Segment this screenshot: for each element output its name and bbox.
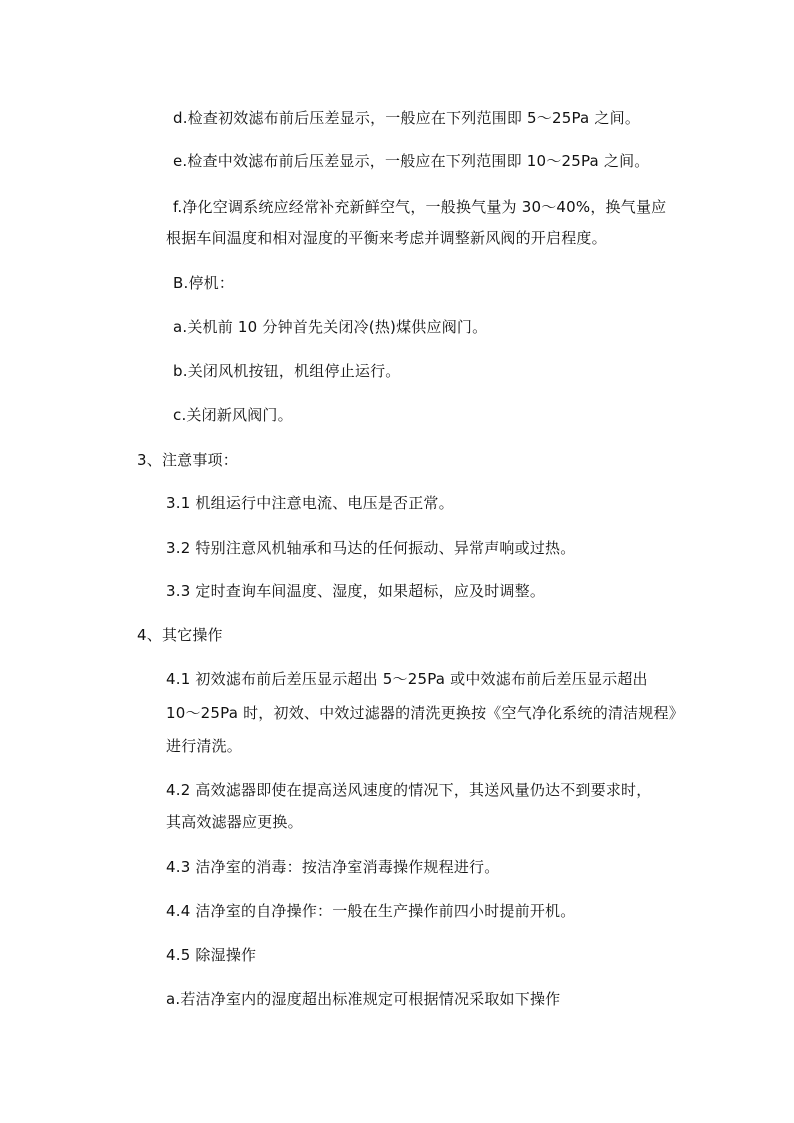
step-f-fresh-air-line-1: f.净化空调系统应经常补充新鲜空气，一般换气量为 30～40%，换气量应 [173, 198, 667, 216]
note-3-1: 3.1 机组运行中注意电流、电压是否正常。 [166, 494, 454, 512]
step-e-check-medium-filter: e.检查中效滤布前后压差显示，一般应在下列范围即 10～25Pa 之间。 [173, 152, 650, 170]
section-4-heading: 4、其它操作 [137, 626, 223, 644]
step-f-fresh-air-line-2: 根据车间温度和相对湿度的平衡来考虑并调整新风阀的开启程度。 [166, 229, 607, 247]
item-4-3: 4.3 洁净室的消毒：按洁净室消毒操作规程进行。 [166, 858, 500, 876]
section-b-shutdown-heading: B.停机： [173, 274, 235, 292]
item-4-1-line-2: 10～25Pa 时，初效、中效过滤器的清洗更换按《空气净化系统的清洁规程》 [166, 704, 684, 722]
shutdown-step-c: c.关闭新风阀门。 [173, 406, 293, 424]
item-4-2-line-1: 4.2 高效滤器即使在提高送风速度的情况下，其送风量仍达不到要求时， [166, 781, 652, 799]
shutdown-step-b: b.关闭风机按钮，机组停止运行。 [173, 362, 401, 380]
note-3-3: 3.3 定时查询车间温度、湿度，如果超标，应及时调整。 [166, 582, 546, 600]
step-d-check-primary-filter: d.检查初效滤布前后压差显示，一般应在下列范围即 5～25Pa 之间。 [173, 109, 641, 127]
item-4-5-heading: 4.5 除湿操作 [166, 946, 257, 964]
item-4-5-step-a: a.若洁净室内的湿度超出标准规定可根据情况采取如下操作 [166, 990, 561, 1008]
item-4-1-line-1: 4.1 初效滤布前后差压显示超出 5～25Pa 或中效滤布前后差压显示超出 [166, 670, 648, 688]
note-3-2: 3.2 特别注意风机轴承和马达的任何振动、异常声响或过热。 [166, 539, 576, 557]
item-4-2-line-2: 其高效滤器应更换。 [166, 813, 303, 831]
section-3-heading: 3、注意事项： [137, 451, 238, 469]
item-4-4: 4.4 洁净室的自净操作：一般在生产操作前四小时提前开机。 [166, 902, 576, 920]
shutdown-step-a: a.关机前 10 分钟首先关闭冷(热)煤供应阀门。 [173, 318, 488, 336]
item-4-1-line-3: 进行清洗。 [166, 737, 243, 755]
